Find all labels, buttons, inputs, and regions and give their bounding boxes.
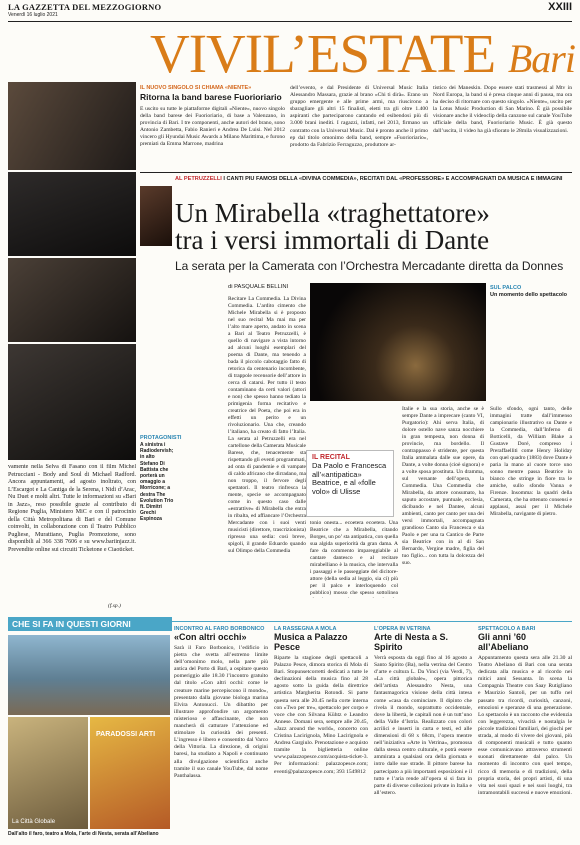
lighthouse-photo	[8, 635, 170, 715]
event-col-1	[174, 626, 268, 835]
protagonists-caption-text: A sinistra i Radiodervish; in alto Stefano Di Battista che porterà un omaggio a Morricone; a destra The Evolution Trio ft. Dimitri Grechi Espinoza	[140, 442, 174, 523]
event-1-text: Sarà il Faro Borbonico, l’edificio in pietra che svetta all’estremo limite dell’omonimo molo, nella parte più antica del Porto di Bari, a ospitare questo pomeriggio alle 18.30 l’incontro gratuito dal titolo «Con altri occhi: come le creature marine percepiscono il mondo», presentato dalla giovane biologa marina Elvira Antonucci. Un dibattito per illustrare approfondire un argomento misterioso e affascinante, che non mancherà di catturare l’attenzione ed stimolare la curiosità dei presenti. L’ingresso è libero e consentito dal Varco della Vittoria. La direzione, di origini baresi, ha studiato a Napoli e continuato alla divulgazione scientifica anche tramite il suo canale YouTube, dal nome Panthalassa.	[174, 645, 268, 779]
section-title-city: Bari	[507, 36, 575, 81]
event-3-headline: Arte di Nesta a S. Spirito	[374, 632, 449, 652]
main-story-col2-top	[310, 408, 390, 448]
section-title-main: VIVIL’ESTATE	[150, 23, 496, 84]
musicians-photo-1	[8, 172, 136, 256]
event-3-text: Verrà esposta da oggi fino al 16 agosto a Santo Spirito (Ba), nella vetrina del Centro d’arte e cultura L. Da Vinci (via Verdi, 7), «La città globale», opera pittorica dell’artista Alessandro Nesta, una fantasmagorica visione della città intesa come «casa da cominciare. Il dipinto che rivela il mondo, soprattutto occidentale, dove la libertà, le capitali non è un tutt’uno della Valle d’Istria. Realizzato con colori acrilici e inserti in carta e testi, ed alle dimensioni di 68 x 68cm, l’opera mentre nell’iniziativa «Arte in Vetrina», promossa dalla stessa centro culturale, e potrà essere ammirata a qualsiasi ora della giornata e intro dalle sue strade. Il pittore barese ha partecipato a più importanti esposizioni e il tutto e l’aria rende all’opera si si fara in parte di diverse collezioni private in Italia e all’estero.	[374, 655, 472, 796]
top-story-rule	[140, 172, 572, 173]
globale-poster	[8, 717, 88, 829]
main-story-col1: Recitare La Commedia. La Divina Commedia. L’ardito cimento che Michele Mirabella si è proposto nel suo recital Ma mai ma per l’alto mare aperto, andato in scena a Bari al Teatro Petruzzelli, è quello di navigare a vista intorno ad alcuni luoghi esemplari del poema di Dante, ma tenendo a bada il piccolo cabotaggio fatto di retorica da centenario incombente, di trappole recensorie dell’attore in cerca di catarsi. Per tutto il testo contaminano da certi valori (attori e non) che spesso hanno tediato la primigenia forma recitativo e creatrice del Poeta, che poi era in effetti un perito e un rivoluzionario. Una che, creando l’italiano, ha creato di fatto l’Italia. La serata al Petruzzelli era nel cartellone della Camerata Musicale Barese, che, tenacemente sta rispettando gli eventi programmati, ad onta di pandemie e di vampate di caldo africano che dirradano, ma non troppo, il fervore degli spettatori. Il teatro rinfresca la mente, specie se accompagnato come in questo caso dalle «estrattive» di Mirabella che entra in ribalta, ed affiancare l’Orchestra Mercadante con i suoi venti musicisti (direttore, trascrizionista) ripresso una sedia: così breve, spigoli, il grande Eduardo quando sul Olimpo della Commedia	[228, 296, 306, 554]
musicians-photo-3	[8, 344, 136, 460]
protagonists-caption	[140, 435, 182, 523]
events-band-title: CHE SI FA IN QUESTI GIORNI	[8, 617, 172, 631]
page-number: XXIII	[548, 1, 572, 13]
sixties-poster-title: PARADOSSI ARTI	[96, 731, 156, 738]
event-2-kicker: LA RASSEGNA A MOLA	[274, 626, 337, 632]
issue-date: Venerdì 16 luglio 2021	[8, 12, 58, 18]
main-headline	[175, 200, 490, 254]
stage-photo	[310, 283, 486, 401]
band-photo	[8, 82, 136, 170]
main-headline-line2: tra i versi immortali di Dante	[175, 225, 490, 255]
top-story-headline: Ritorna la band barese Fuorioriario	[140, 92, 282, 102]
section-title	[150, 24, 575, 89]
newspaper-name: LA GAZZETTA DEL MEZZOGIORNO	[8, 2, 162, 12]
event-col-4	[478, 626, 572, 845]
event-4-headline: Gli anni ’60 all’Abeliano	[478, 632, 529, 652]
event-1-headline: «Con altri occhi»	[174, 632, 247, 642]
dante-side-photo	[140, 186, 172, 246]
event-2-headline: Musica a Palazzo Pesce	[274, 632, 348, 652]
top-story-col3: tistico dei Maneskin. Dopo essere stati trasmessi al Mtv in Nord Europa, la band si è presa cinque anni di pausa, ma ora ha deciso di ritornare con questo singolo. «Niente», uscito per la Lotus Music Production di San Marino. È già possibile visionare anche il videoclip della canzone sul canale YouTube ufficiale della band, Fuorioriario Music. È già questo dall’uscita, il video ha già sfiorato le 28mila visualizzazioni.	[433, 85, 572, 134]
event-4-text: Appuntamento questa sera alle 21.30 al Teatro Abeliano di Bari con una serata dedicata alla musica e al ricordo nei mitici anni Sessanta. In scena la Compagnia Theatre con Saay Rutigliano e Maurizio Santoli, per un tuffo nel passato tra ricordi, curiosità, canzoni, emozioni e speranze di una generazione. Lo spettacolo è un racconto che evidenzia con leggerezza, vivacità e nostalgia le piccole tradizioni familiari, dei giochi per strada, al modo di vivere dei giovani, più di componenti musicali e tutto quanto esse comunicavano attraverso strumenti suonati direttamente dal palco. Un momento di incontro con quel tempo, ricco di memoria e di tradizioni, della propria storia, dei propri artisti, di una vita nei suoi spazi e nei suoi luoghi, tra intramontabili successi e nuove emozioni.	[478, 655, 572, 796]
protagonists-caption-title: PROTAGONISTI	[140, 435, 182, 441]
events-band-rule	[172, 621, 572, 622]
top-story-col1: È uscito su tutte le piattaforme digitali «Niente», nuovo singolo della band barese dei Fuorioriario, di base a Valenzano, in provincia di Bari. I tre componenti, anche autori del brano, sono Antonio Zambetta, Fabio Ranieri e Andrea De Luisi. Nel 2012 vincero gli Hyundai Music Awards a Milano Marittima, e furono premiati da Emma Marrone, madrina	[140, 106, 285, 148]
header-rule	[8, 21, 572, 22]
sixties-poster	[90, 717, 170, 829]
stage-caption	[490, 285, 572, 299]
stage-caption-text: Un momento dello spettacolo	[490, 292, 568, 298]
main-story-kicker-text: I CANTI PIÙ FAMOSI DELLA «DIVINA COMMEDIA», RECITATI DAL «PROFESSORE» E ACCOMPAGNATI DA MUSICA E IMMAGINI	[223, 176, 563, 182]
event-2-text: Riparte la stagione degli spettacoli a Palazzo Pesce, dimora storica di Mola di Bari. Stopunsetcorretti dedicati a tutte le declinazioni della musica fino al 28 agosto sotto la guida della direttrice artistica Margherita Rotondi. Si parte questa sera alle 20.45 nella corte interna con «Two per tre», spettacolo per corpo e voce che con Silvana Kühtz e Leandro Annese. Domani sera, sempre alle 20.45, «Jazz around the world», concerto con Cristina Lacirignola, Mino Lacirignola e Andrea Gargiulo. Prenotazione e acquisto tramite la biglietteria online www.palazzopesce.com/acquista-ticket-3. Per informazioni: palazzopesce.com; eventi@palazzopesce.com; 393 1549812	[274, 655, 368, 775]
main-story-col2: tonio onesta... ecoetera ecoetera. Una Beatrice che a Mirabella, citando Borges, un po’ sta antipatica, con quella sua algida superiorità da gran dama. A fare da commento impareggiabile al cantare dantesco e al recitare mirabelliano è la musica, che intervalla i passaggi e le passeggiate del dicitore-attore (della sedia al leggio, sia ci) più per il palco e interloquendo col pubblico) mosso che spesso sottolinea	[310, 520, 398, 596]
top-story-kicker: IL NUOVO SINGOLO SI CHIAMA «NIENTE»	[140, 85, 252, 91]
main-story-kicker-tag: AL PETRUZZELLI	[175, 176, 222, 182]
main-byline: di PASQUALE BELLINI	[228, 284, 289, 290]
event-3-kicker: L’OPERA IN VETRINA	[374, 626, 431, 632]
recital-box: IL RECITAL Da Paolo e Francesca all’«antipatica» Beatrice, e al «folle volo» di Ulisse	[306, 450, 394, 517]
musicians-photo-2	[8, 258, 136, 342]
main-subheadline: La serata per la Camerata con l’Orchestra Mercadante diretta da Donnes	[175, 259, 564, 273]
main-story-col3: Italie e la sua storia, anche se è sempre Dante a imprecare (canto VI, Purgatorio): Ahi serva Italia, di dolore ostello nave sanza nocchiere in gran tempesta, non donna di provincie, ma bordello. Il contrappasso è stridente, per questa Italia ammalata dalle sue opere, da Dante, a volte donna (cioè signora) e a volte sposa prostituta. Un dramma, sul versante dell’opera, la Commedia. Una Commedia che Mirabella, da attore consumato, ha saputo accostare, puntuale, ecclesia, dicibando e nel Dantee, alcuni ambienti, canto per canto per una dei versi immortali, accompagnata grandioso Canto sia Francesca e sia Paolo e per una ta Cantico de Parte sia Beatrice con in al di San Bernardo, Vergine madre, figlia del tuo figlio... con tutta la dolcezza del suo.	[402, 406, 484, 566]
event-col-2	[274, 626, 368, 845]
main-headline-line1: Un Mirabella «traghettatore»	[175, 198, 490, 228]
event-4-kicker: SPETTACOLO A BARI	[478, 626, 536, 632]
left-story-text: vamente nella Selva di Fasano con il film Michel Petrucciani - Body and Soul di Michael Radford. Ancora appuntamenti, ad agosto inoltrato, con L’Escargot e La Cantiga de la Serena, i Nidi d’Arac, Nu Duet e molti altri. Tutte le informazioni su «Bari in Jazz», reso possibile grazie al contributo di Regione Puglia, Ministero MiC e con il patrocinio della Città Metropolitana di Bari e del Comune coinvolti, in collaborazione con il Teatro Pubblico Pugliese, Murattiano, Puglia Promozione, sono disponibili al 366 338 7606 e su www.bariinjazz.it. Prevendite online sui circuiti Ticketone e Ciaoticket.	[8, 464, 136, 553]
bottom-photo-caption: Dall’alto il faro, teatro a Mola, l’arte di Nesta, serata all’Abeliano	[8, 831, 159, 837]
main-story-col4: Sullo sfondo, ogni tanto, delle immagini tratte dall’immenso campionario illustrativo su Dante e la Commedia, dall’Inferno di Botticelli, da William Blake a Gustave Doré, compreso i Preraffaelliti come Henry Holiday con quel quadro (1883) dove Dante è paria la mano al cuore torce uno sonno mentre passa Beatrice in bianco che stringe in fiore tra le amiche, sullo sfondo Vanna e Firenze. Insomma: la quadri della Camerata, che ha ottenuto consensi e applausi, assai per il Michele Mirabella, navigante di pietro.	[490, 406, 572, 517]
main-story-kicker	[175, 176, 575, 182]
event-col-3	[374, 626, 472, 845]
left-story-signature: (f.sp.)	[108, 603, 121, 609]
event-1-kicker: INCONTRO AL FARO BORBONICO	[174, 626, 265, 632]
stage-caption-title: SUL PALCO	[490, 285, 522, 291]
globale-poster-title: La Città Globale	[12, 819, 56, 825]
top-story-col2: dell’evento, e dal Presidente di Universal Music Italia Alessandro Massara, grazie al brano «Chi ti dirà». Erano un gruppo emergente e alle prime armi, ma riuscirono a sbaragliare gli altri 15 finalisti, eletti tra gli oltre 1.400 aspiranti che parteciparono cantando ed esibendosi più di 3.000 brani inediti. I ragazzi, infatti, nel 2013, firmano un contratto con la Universal Music. Dal è pronto anche il primo ep dal titolo omonimo della band, sempre «Fuorioriario», prodotto da Fabrizio Ferraguzzo, produttore ar-	[290, 85, 428, 148]
